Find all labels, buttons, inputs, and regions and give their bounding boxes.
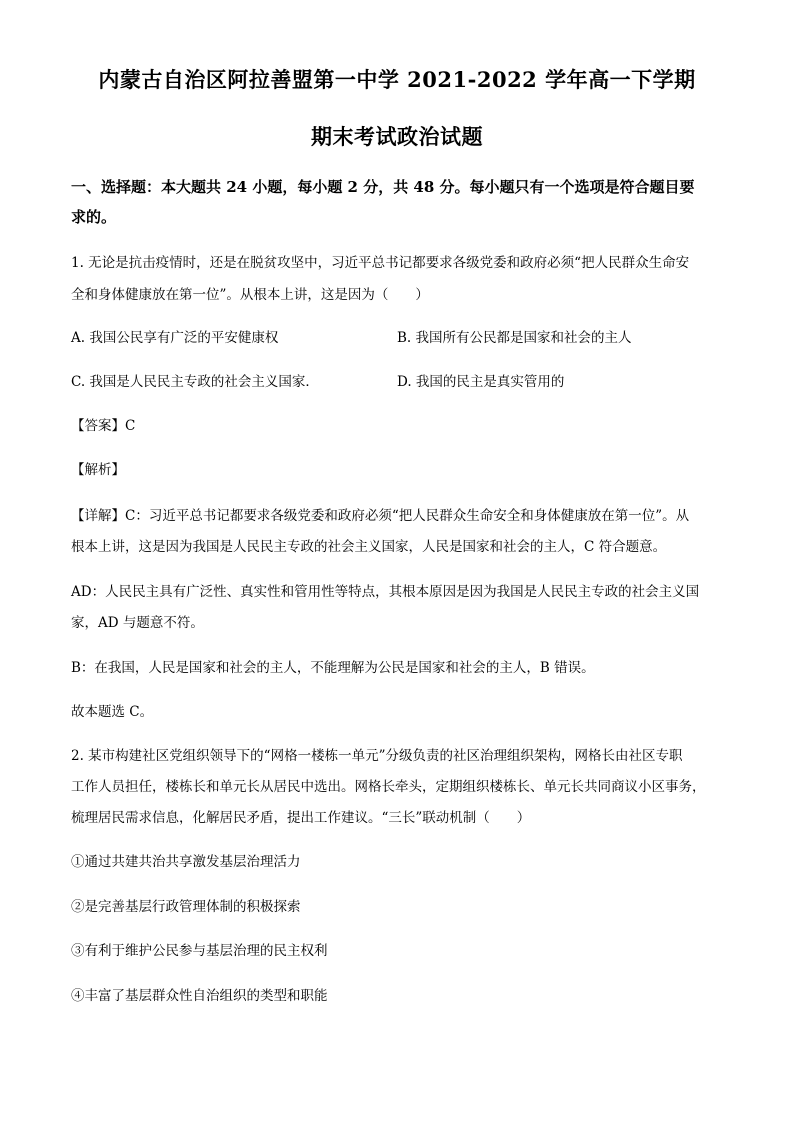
document-title-line1: 内蒙古自治区阿拉善盟第一中学 2021-2022 学年高一下学期	[98, 67, 696, 92]
q2-statement-4: ④丰富了基层群众性自治组织的类型和职能	[71, 988, 328, 1004]
q2-stem-line2: 工作人员担任，楼栋长和单元长从居民中选出。网格长牵头，定期组织楼栋长、单元长共同商议小区事务，	[71, 779, 706, 795]
q1-ad-line2: 家，AD 与题意不符。	[71, 615, 204, 631]
section-heading-line1: 一、选择题：本大题共 24 小题，每小题 2 分，共 48 分。每小题只有一个选项是符合题目要	[71, 178, 695, 196]
section-heading-line2: 求的。	[71, 208, 117, 226]
q1-option-c: C. 我国是人民民主专政的社会主义国家．	[71, 374, 319, 390]
q1-option-a: A. 我国公民享有广泛的平安健康权	[71, 330, 279, 346]
q2-stem-line1: 2. 某市构建社区党组织领导下的“网格一楼栋一单元”分级负责的社区治理组织架构，网格长由社区专职	[71, 748, 683, 764]
q1-stem-line1: 1. 无论是抗击疫情时，还是在脱贫攻坚中，习近平总书记都要求各级党委和政府必须“把人民群众生命安	[71, 255, 690, 271]
q1-answer: 【答案】C	[71, 418, 136, 434]
q1-stem-line2: 全和身体健康放在第一位”。从根本上讲，这是因为（ ）	[71, 287, 429, 303]
document-title-line2: 期末考试政治试题	[311, 124, 483, 149]
q1-detail-line1: 【详解】C：习近平总书记都要求各级党委和政府必须“把人民群众生命安全和身体健康放在第一位”。从	[71, 508, 690, 524]
q1-option-d: D. 我国的民主是真实管用的	[397, 374, 565, 390]
q1-b-explanation: B：在我国，人民是国家和社会的主人，不能理解为公民是国家和社会的主人，B 错误。	[71, 660, 595, 676]
q1-detail-line2: 根本上讲，这是因为我国是人民民主专政的社会主义国家，人民是国家和社会的主人，C 符合题意。	[71, 539, 667, 555]
q1-option-b: B. 我国所有公民都是国家和社会的主人	[397, 330, 632, 346]
q1-conclusion: 故本题选 C。	[71, 704, 154, 720]
q1-analysis-label: 【解析】	[71, 462, 125, 478]
q2-statement-3: ③有利于维护公民参与基层治理的民主权利	[71, 943, 328, 959]
q1-ad-line1: AD：人民民主具有广泛性、真实性和管用性等特点，其根本原因是因为我国是人民民主专政的社会主义国	[71, 584, 700, 600]
q2-stem-line3: 梳理居民需求信息，化解居民矛盾，提出工作建议。“三长”联动机制（ ）	[71, 810, 531, 826]
q2-statement-1: ①通过共建共治共享激发基层治理活力	[71, 854, 301, 870]
q2-statement-2: ②是完善基层行政管理体制的积极探索	[71, 899, 301, 915]
